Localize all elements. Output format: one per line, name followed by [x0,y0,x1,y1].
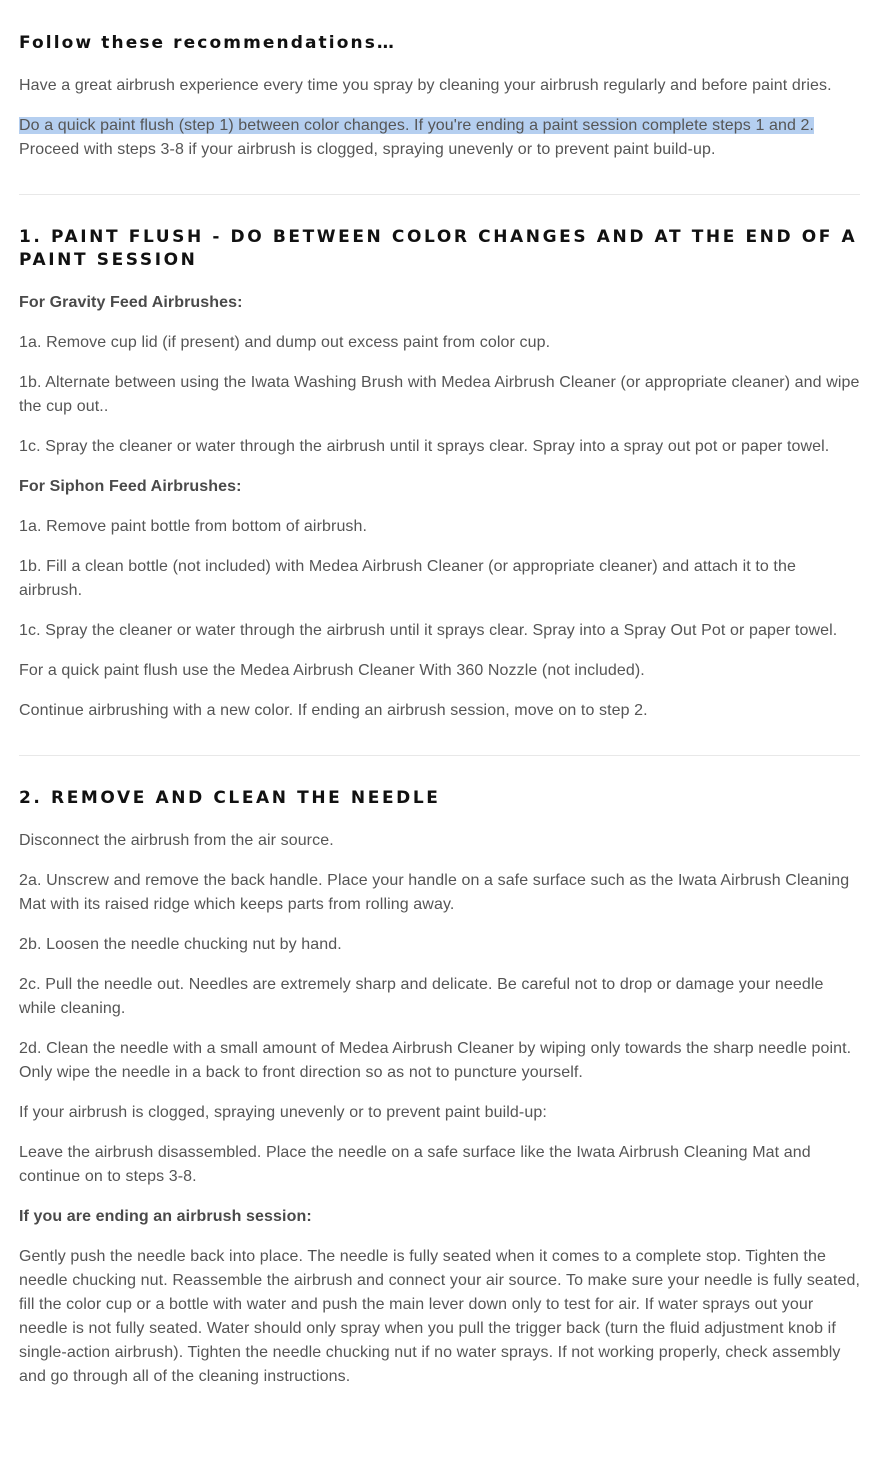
intro-paragraph: Have a great airbrush experience every time you spray by cleaning your airbrush regularly and before paint dries. [19,77,832,94]
gravity-feed-heading: For Gravity Feed Airbrushes: [19,294,243,311]
needle-step: 2b. Loosen the needle chucking nut by hand. [19,936,342,953]
siphon-step: 1b. Fill a clean bottle (not included) with Medea Airbrush Cleaner (or appropriate cleaner) and attach it to the airbrush. [19,558,796,599]
clogged-instructions: Leave the airbrush disassembled. Place the needle on a safe surface like the Iwata Airbrush Cleaning Mat and continue on to steps 3-8. [19,1144,811,1185]
selected-text[interactable]: Do a quick paint flush (step 1) between color changes. If you're ending a paint session complete steps 1 and 2. [19,117,815,134]
gravity-step: 1c. Spray the cleaner or water through the airbrush until it sprays clear. Spray into a spray out pot or paper towel. [19,438,830,455]
disconnect-paragraph: Disconnect the airbrush from the air source. [19,832,334,849]
gravity-step: 1a. Remove cup lid (if present) and dump out excess paint from color cup. [19,334,551,351]
intro-summary-rest: Proceed with steps 3-8 if your airbrush is clogged, spraying unevenly or to prevent paint build-up. [19,141,716,158]
clogged-intro: If your airbrush is clogged, spraying unevenly or to prevent paint build-up: [19,1104,547,1121]
ending-session-instructions: Gently push the needle back into place. The needle is fully seated when it comes to a complete stop. Tighten the needle chucking nut. Reassemble the airbrush and connect your air source. To make sure your needle is fully seated, fill the color cup or a bottle with water and push the main lever down only to test for air. If water sprays out your needle is not fully seated. Water should only spray when you pull the trigger back (turn the fluid adjustment knob if single-action airbrush). Tighten the needle chucking nut if no water sprays. If not working properly, check assembly and go through all of the cleaning instructions. [19,1248,861,1385]
intro-title: Follow these recommendations… [19,33,397,53]
paint-flush-note: For a quick paint flush use the Medea Airbrush Cleaner With 360 Nozzle (not included). [19,662,645,679]
section-divider [19,194,860,195]
section-title-paint-flush: 1. PAINT FLUSH - DO BETWEEN COLOR CHANGES AND AT THE END OF A PAINT SESSION [19,227,858,270]
siphon-step: 1c. Spray the cleaner or water through the airbrush until it sprays clear. Spray into a Spray Out Pot or paper towel. [19,622,838,639]
section-title-clean-needle: 2. REMOVE AND CLEAN THE NEEDLE [19,788,441,808]
needle-step: 2a. Unscrew and remove the back handle. Place your handle on a safe surface such as the Iwata Airbrush Cleaning Mat with its raised ridge which keeps parts from rolling away. [19,872,850,913]
intro-summary-paragraph [19,114,860,162]
ending-session-heading: If you are ending an airbrush session: [19,1208,312,1225]
needle-step: 2d. Clean the needle with a small amount of Medea Airbrush Cleaner by wiping only towards the sharp needle point. Only wipe the needle in a back to front direction so as not to puncture yourself. [19,1040,852,1081]
section-divider [19,755,860,756]
needle-step: 2c. Pull the needle out. Needles are extremely sharp and delicate. Be careful not to drop or damage your needle while cleaning. [19,976,824,1017]
paint-flush-continue-note: Continue airbrushing with a new color. If ending an airbrush session, move on to step 2. [19,702,648,719]
siphon-step: 1a. Remove paint bottle from bottom of airbrush. [19,518,368,535]
siphon-feed-heading: For Siphon Feed Airbrushes: [19,478,242,495]
gravity-step: 1b. Alternate between using the Iwata Washing Brush with Medea Airbrush Cleaner (or appropriate cleaner) and wipe the cup out.. [19,374,860,415]
